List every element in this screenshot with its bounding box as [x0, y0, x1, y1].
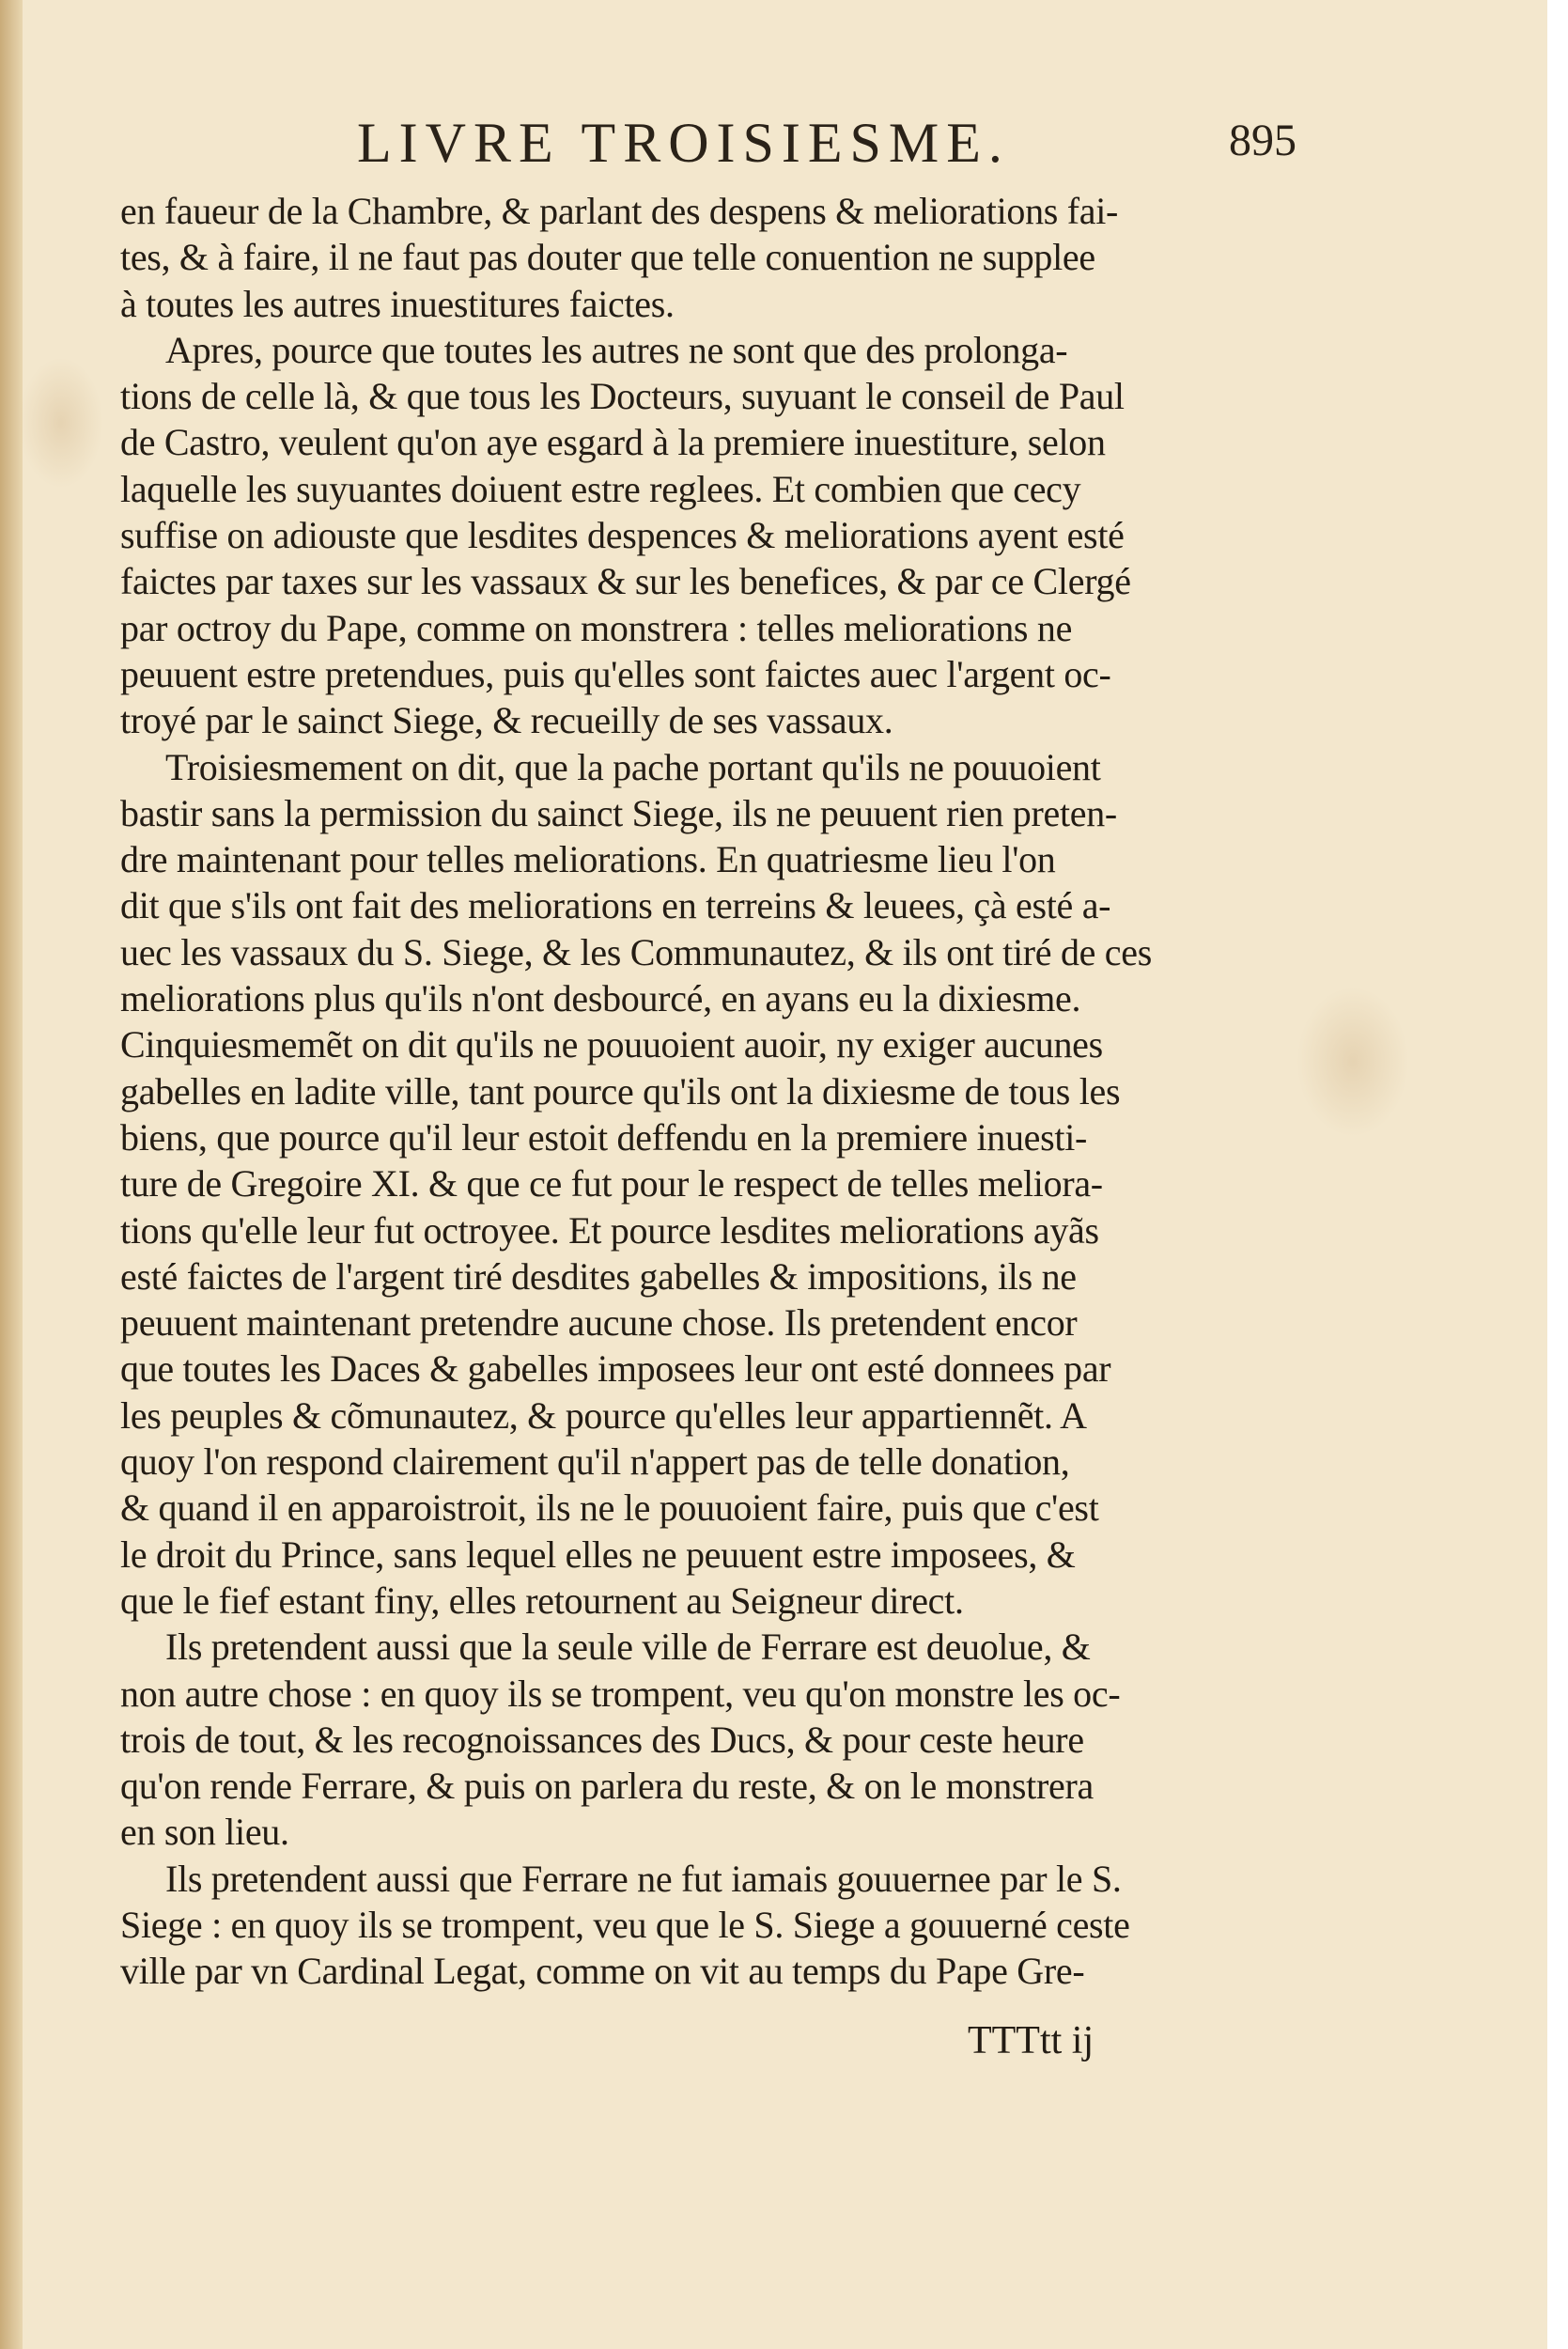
text-line: gabelles en ladite ville, tant pource qu'ils ont la dixiesme de tous les	[120, 1069, 1121, 1112]
text-line: tions de celle là, & que tous les Docteurs, suyuant le conseil de Paul	[120, 375, 1125, 418]
text-line: biens, que pource qu'il leur estoit deffendu en la premiere inuesti-	[120, 1115, 1088, 1159]
text-line: par octroy du Pape, comme on monstrera : telles meliorations ne	[120, 606, 1073, 649]
page-binding-edge	[0, 0, 23, 2349]
paragraph-start-line: Apres, pource que toutes les autres ne sont que des prolonga-	[165, 328, 1068, 371]
text-line: non autre chose : en quoy ils se trompent, veu qu'on monstre les oc-	[120, 1672, 1121, 1715]
running-title: LIVRE TROISIESME.	[357, 112, 1010, 174]
text-line: les peuples & cõmunautez, & pource qu'elles leur appartiennẽt. A	[120, 1393, 1087, 1437]
text-line: qu'on rende Ferrare, & puis on parlera du reste, & on le monstrera	[120, 1765, 1094, 1808]
scan-margin	[1547, 0, 1568, 2349]
text-line: tions qu'elle leur fut octroyee. Et pource lesdites meliorations ayãs	[120, 1208, 1099, 1252]
text-line: ture de Gregoire XI. & que ce fut pour le respect de telles meliora-	[120, 1162, 1103, 1206]
text-line: dre maintenant pour telles meliorations. En quatriesme lieu l'on	[120, 838, 1056, 881]
text-line: uec les vassaux du S. Siege, & les Communautez, & ils ont tiré de ces	[120, 930, 1152, 973]
paper-stain	[19, 357, 103, 489]
text-line: tes, & à faire, il ne faut pas douter que telle conuention ne supplee	[120, 236, 1095, 279]
text-line: peuuent maintenant pretendre aucune chose. Ils pretendent encor	[120, 1301, 1078, 1345]
text-line: suffise on adiouste que lesdites despences & meliorations ayent esté	[120, 514, 1125, 557]
paragraph-start-line: Troisiesmement on dit, que la pache portant qu'ils ne pouuoient	[165, 745, 1101, 788]
text-line: troyé par le sainct Siege, & recueilly de ses vassaux.	[120, 699, 893, 742]
text-line: dit que s'ils ont fait des meliorations en terreins & leuees, çà esté a-	[120, 884, 1111, 927]
text-line: ville par vn Cardinal Legat, comme on vit au temps du Pape Gre-	[120, 1950, 1085, 1993]
text-line: que le fief estant finy, elles retournent au Seigneur direct.	[120, 1579, 964, 1622]
text-line: laquelle les suyuantes doiuent estre reglees. Et combien que cecy	[120, 467, 1081, 510]
page-number: 895	[1229, 116, 1296, 165]
page-header	[357, 111, 1296, 177]
paragraph-start-line: Ils pretendent aussi que la seule ville de Ferrare est deuolue, &	[165, 1626, 1091, 1669]
text-line: que toutes les Daces & gabelles imposees leur ont esté donnees par	[120, 1347, 1111, 1391]
text-line: de Castro, veulent qu'on aye esgard à la premiere inuestiture, selon	[120, 421, 1106, 464]
text-line: à toutes les autres inuestitures faictes.	[120, 282, 675, 325]
body-text	[120, 188, 1285, 1995]
text-line: le droit du Prince, sans lequel elles ne peuuent estre imposees, &	[120, 1532, 1076, 1576]
text-line: quoy l'on respond clairement qu'il n'appert pas de telle donation,	[120, 1440, 1070, 1484]
text-line: meliorations plus qu'ils n'ont desbourcé, en ayans eu la dixiesme.	[120, 977, 1081, 1020]
paper-stain	[1296, 987, 1409, 1137]
text-line: faictes par taxes sur les vassaux & sur les benefices, & par ce Clergé	[120, 560, 1131, 603]
text-line: en son lieu.	[120, 1811, 289, 1854]
text-line: esté faictes de l'argent tiré desdites gabelles & impositions, ils ne	[120, 1254, 1077, 1298]
text-line: trois de tout, & les recognoissances des Ducs, & pour ceste heure	[120, 1718, 1084, 1761]
text-line: bastir sans la permission du sainct Siege, ils ne peuuent rien preten-	[120, 791, 1117, 834]
text-line: & quand il en apparoistroit, ils ne le pouuoient faire, puis que c'est	[120, 1486, 1099, 1530]
text-line: Cinquiesmemẽt on dit qu'ils ne pouuoient auoir, ny exiger aucunes	[120, 1023, 1103, 1066]
text-line: peuuent estre pretendues, puis qu'elles sont faictes auec l'argent oc-	[120, 652, 1111, 695]
paragraph-start-line: Ils pretendent aussi que Ferrare ne fut iamais gouuernee par le S.	[165, 1857, 1122, 1900]
text-line: en faueur de la Chambre, & parlant des despens & meliorations fai-	[120, 190, 1119, 232]
text-line: Siege : en quoy ils se trompent, veu que le S. Siege a gouuerné ceste	[120, 1903, 1130, 1946]
signature-mark: TTTtt ij	[968, 2019, 1094, 2062]
